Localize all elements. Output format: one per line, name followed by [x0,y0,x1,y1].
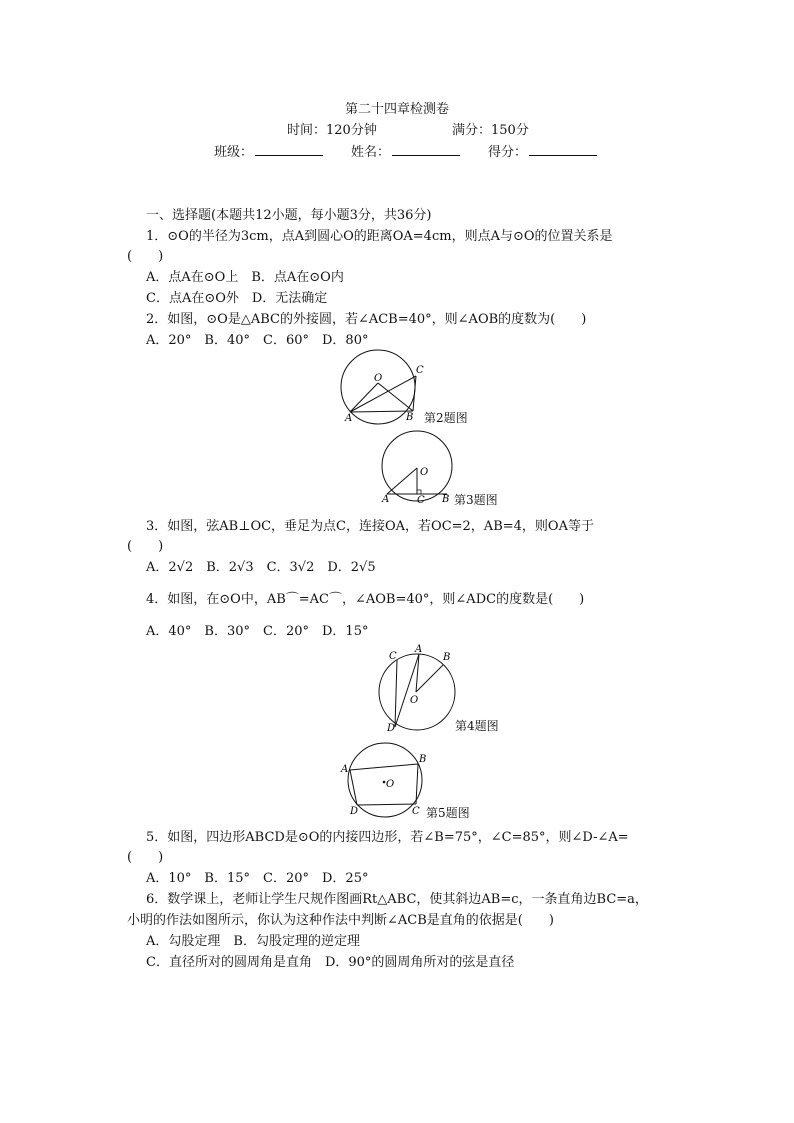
score-blank[interactable] [529,143,597,156]
name-blank[interactable] [392,143,460,156]
q5-figure [340,740,430,820]
q3-figure [378,432,460,504]
q5-label-o: O [386,779,395,790]
q4-figure [375,644,465,736]
q4-label-b: B [443,652,451,663]
q3-label-b: B [442,494,450,505]
exam-full-score: 满分：150分 [452,123,529,138]
q2-options: A．20° B．40° C．60° D．80° [146,333,369,348]
q3-label-o: O [420,467,429,478]
q3-caption: 第3题图 [454,493,498,507]
q4-label-o: O [410,695,419,706]
q1-options-cd: C．点A在⊙O外 D．无法确定 [146,291,328,306]
q5-caption: 第5题图 [426,806,470,820]
q1-stem: 1．⊙O的半径为3cm，点A到圆心O的距离OA=4cm，则点A与⊙O的位置关系是 [146,229,613,244]
q3-label-a: A [382,494,390,505]
q5-label-c: C [412,806,420,817]
q2-label-a: A [345,413,353,424]
score-label: 得分： [488,145,528,160]
class-blank[interactable] [255,143,323,156]
q2-figure [335,350,430,430]
q3-options: A．2√2 B．2√3 C．3√2 D．2√5 [146,560,376,575]
student-info-row [214,141,597,160]
name-label: 姓名： [351,145,391,160]
q1-options-ab: A．点A在⊙O上 B．点A在⊙O内 [146,270,344,285]
q5-label-b: B [419,754,427,765]
q5-stem: 5．如图，四边形ABCD是⊙O的内接四边形，若∠B=75°，∠C=85°，则∠D-∠A= [146,830,629,845]
q6-stem-line2: 小明的作法如图所示，你认为这种作法中判断∠ACB是直角的依据是( ) [127,913,554,928]
q4-options: A．40° B．30° C．20° D．15° [146,624,369,639]
q2-label-b: B [406,412,414,423]
q5-label-a: A [341,764,349,775]
q3-paren: ( ) [127,539,164,554]
q3-stem: 3．如图，弦AB⊥OC，垂足为点C，连接OA，若OC=2，AB=4，则OA等于 [146,519,594,534]
q4-caption: 第4题图 [455,719,499,733]
q5-label-d: D [350,806,359,817]
q4-label-a: A [415,644,423,655]
page-title: 第二十四章检测卷 [344,102,449,117]
q2-caption: 第2题图 [424,411,468,425]
q5-paren: ( ) [127,850,164,865]
section-heading: 一、选择题(本题共12小题，每小题3分，共36分) [146,208,432,223]
q4-stem: 4．如图，在⊙O中，AB⌒=AC⌒，∠AOB=40°，则∠ADC的度数是( ) [146,592,585,607]
q6-stem-line1: 6．数学课上，老师让学生尺规作图画Rt△ABC，使其斜边AB=c，一条直角边BC=a， [146,892,648,907]
q6-options-cd: C．直径所对的圆周角是直角 D．90°的圆周角所对的弦是直径 [146,955,515,970]
q2-label-o: O [374,373,383,384]
q6-options-ab: A．勾股定理 B．勾股定理的逆定理 [146,934,360,949]
q2-label-c: C [416,365,424,376]
q1-paren: ( ) [127,249,164,264]
q5-options: A．10° B．15° C．20° D．25° [146,871,369,886]
class-label: 班级： [214,145,254,160]
q3-label-c: C [417,495,425,506]
q4-label-d: D [387,723,396,734]
q2-stem: 2．如图，⊙O是△ABC的外接圆，若∠ACB=40°，则∠AOB的度数为( ) [146,312,587,327]
q4-label-c: C [389,651,397,662]
exam-time: 时间：120分钟 [287,123,377,138]
